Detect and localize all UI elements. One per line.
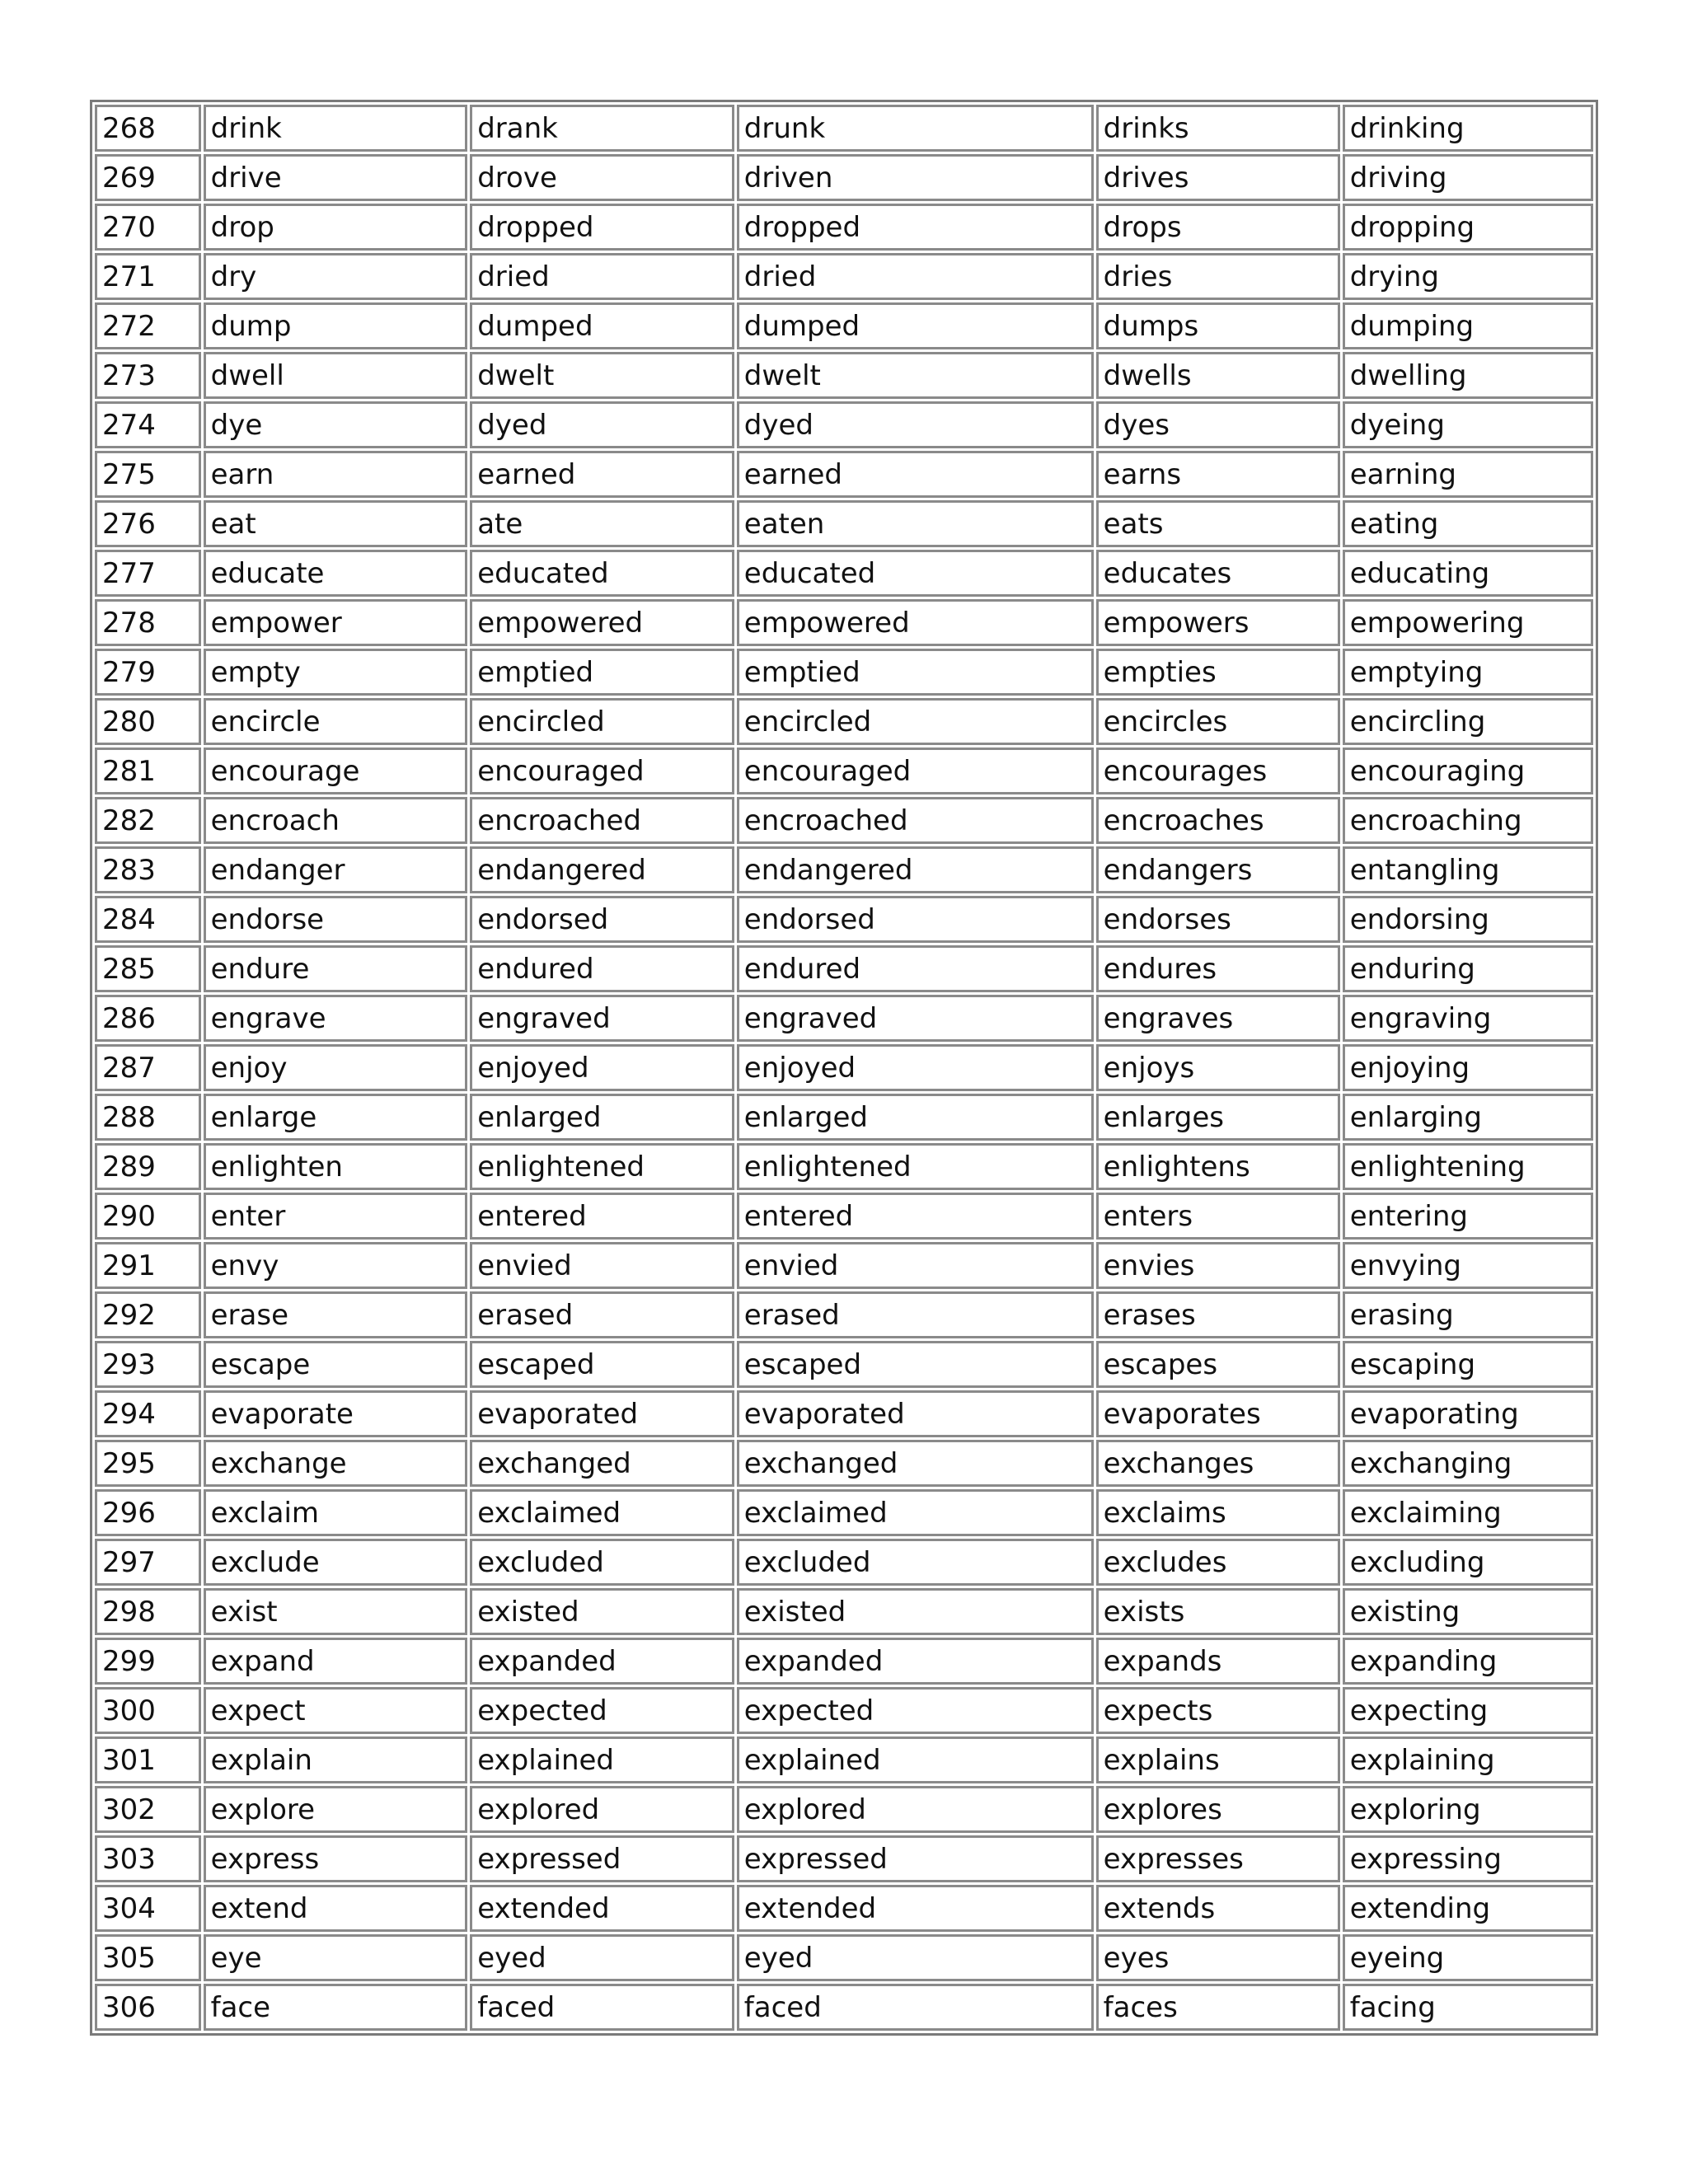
cell-past-tense: exclaimed bbox=[470, 1489, 734, 1536]
cell-base-form: empty bbox=[204, 649, 468, 696]
cell-past-tense: enlightened bbox=[470, 1143, 734, 1190]
cell-past-participle: expanded bbox=[737, 1638, 1094, 1685]
cell-present-participle: erasing bbox=[1343, 1291, 1593, 1338]
cell-row-number: 272 bbox=[95, 302, 201, 349]
cell-present-participle: drying bbox=[1343, 253, 1593, 300]
cell-base-form: dry bbox=[204, 253, 468, 300]
cell-row-number: 287 bbox=[95, 1044, 201, 1091]
cell-third-person: endures bbox=[1096, 945, 1340, 992]
cell-past-tense: endorsed bbox=[470, 896, 734, 943]
cell-past-participle: encroached bbox=[737, 797, 1094, 844]
cell-present-participle: envying bbox=[1343, 1242, 1593, 1289]
cell-present-participle: encouraging bbox=[1343, 748, 1593, 794]
cell-past-participle: engraved bbox=[737, 995, 1094, 1042]
cell-base-form: dump bbox=[204, 302, 468, 349]
cell-third-person: drives bbox=[1096, 154, 1340, 201]
cell-past-tense: expected bbox=[470, 1687, 734, 1734]
cell-third-person: envies bbox=[1096, 1242, 1340, 1289]
cell-base-form: express bbox=[204, 1835, 468, 1882]
table-row bbox=[95, 945, 1593, 992]
cell-third-person: exchanges bbox=[1096, 1440, 1340, 1487]
cell-base-form: engrave bbox=[204, 995, 468, 1042]
table-row bbox=[95, 1143, 1593, 1190]
table-row bbox=[95, 1242, 1593, 1289]
cell-row-number: 269 bbox=[95, 154, 201, 201]
cell-third-person: extends bbox=[1096, 1885, 1340, 1932]
cell-past-participle: enlightened bbox=[737, 1143, 1094, 1190]
cell-base-form: explore bbox=[204, 1786, 468, 1833]
cell-present-participle: existing bbox=[1343, 1588, 1593, 1635]
cell-past-tense: endured bbox=[470, 945, 734, 992]
cell-third-person: exclaims bbox=[1096, 1489, 1340, 1536]
cell-present-participle: drinking bbox=[1343, 105, 1593, 152]
verb-forms-table bbox=[90, 100, 1598, 2036]
cell-base-form: expect bbox=[204, 1687, 468, 1734]
cell-third-person: enlarges bbox=[1096, 1094, 1340, 1141]
cell-third-person: endangers bbox=[1096, 846, 1340, 893]
cell-base-form: face bbox=[204, 1984, 468, 2031]
table-row bbox=[95, 1934, 1593, 1981]
cell-third-person: eats bbox=[1096, 500, 1340, 547]
cell-past-participle: exchanged bbox=[737, 1440, 1094, 1487]
cell-third-person: enters bbox=[1096, 1193, 1340, 1240]
table-row bbox=[95, 1489, 1593, 1536]
cell-base-form: dwell bbox=[204, 352, 468, 399]
table-row bbox=[95, 1588, 1593, 1635]
cell-base-form: escape bbox=[204, 1341, 468, 1388]
cell-base-form: endorse bbox=[204, 896, 468, 943]
cell-past-participle: existed bbox=[737, 1588, 1094, 1635]
cell-third-person: encourages bbox=[1096, 748, 1340, 794]
table-row bbox=[95, 1440, 1593, 1487]
cell-past-participle: explored bbox=[737, 1786, 1094, 1833]
cell-present-participle: emptying bbox=[1343, 649, 1593, 696]
table-row bbox=[95, 253, 1593, 300]
cell-third-person: empties bbox=[1096, 649, 1340, 696]
cell-past-tense: educated bbox=[470, 550, 734, 597]
cell-past-participle: escaped bbox=[737, 1341, 1094, 1388]
cell-past-tense: enjoyed bbox=[470, 1044, 734, 1091]
cell-base-form: enter bbox=[204, 1193, 468, 1240]
cell-row-number: 292 bbox=[95, 1291, 201, 1338]
cell-third-person: encircles bbox=[1096, 698, 1340, 745]
cell-row-number: 270 bbox=[95, 204, 201, 251]
cell-past-tense: evaporated bbox=[470, 1390, 734, 1437]
cell-past-tense: dwelt bbox=[470, 352, 734, 399]
table-row bbox=[95, 896, 1593, 943]
cell-past-tense: encroached bbox=[470, 797, 734, 844]
cell-row-number: 284 bbox=[95, 896, 201, 943]
cell-third-person: dries bbox=[1096, 253, 1340, 300]
cell-past-participle: dyed bbox=[737, 401, 1094, 448]
cell-past-participle: dwelt bbox=[737, 352, 1094, 399]
cell-past-tense: dried bbox=[470, 253, 734, 300]
cell-present-participle: enlarging bbox=[1343, 1094, 1593, 1141]
table-row bbox=[95, 846, 1593, 893]
cell-past-tense: envied bbox=[470, 1242, 734, 1289]
cell-base-form: empower bbox=[204, 599, 468, 646]
verb-table-body bbox=[95, 105, 1593, 2031]
cell-past-tense: engraved bbox=[470, 995, 734, 1042]
table-row bbox=[95, 1786, 1593, 1833]
table-row bbox=[95, 995, 1593, 1042]
cell-present-participle: eyeing bbox=[1343, 1934, 1593, 1981]
cell-present-participle: expecting bbox=[1343, 1687, 1593, 1734]
cell-row-number: 281 bbox=[95, 748, 201, 794]
cell-row-number: 286 bbox=[95, 995, 201, 1042]
cell-row-number: 285 bbox=[95, 945, 201, 992]
cell-past-tense: explained bbox=[470, 1736, 734, 1783]
cell-third-person: explains bbox=[1096, 1736, 1340, 1783]
table-row bbox=[95, 451, 1593, 498]
table-row bbox=[95, 1341, 1593, 1388]
cell-present-participle: evaporating bbox=[1343, 1390, 1593, 1437]
cell-row-number: 283 bbox=[95, 846, 201, 893]
cell-row-number: 304 bbox=[95, 1885, 201, 1932]
cell-third-person: explores bbox=[1096, 1786, 1340, 1833]
cell-present-participle: driving bbox=[1343, 154, 1593, 201]
cell-row-number: 306 bbox=[95, 1984, 201, 2031]
cell-present-participle: enjoying bbox=[1343, 1044, 1593, 1091]
cell-present-participle: eating bbox=[1343, 500, 1593, 547]
cell-present-participle: expressing bbox=[1343, 1835, 1593, 1882]
cell-third-person: exists bbox=[1096, 1588, 1340, 1635]
cell-past-tense: dropped bbox=[470, 204, 734, 251]
cell-past-participle: expressed bbox=[737, 1835, 1094, 1882]
cell-row-number: 279 bbox=[95, 649, 201, 696]
cell-past-participle: endangered bbox=[737, 846, 1094, 893]
table-row bbox=[95, 1539, 1593, 1586]
cell-base-form: endure bbox=[204, 945, 468, 992]
cell-base-form: drive bbox=[204, 154, 468, 201]
cell-present-participle: enduring bbox=[1343, 945, 1593, 992]
cell-third-person: eyes bbox=[1096, 1934, 1340, 1981]
cell-base-form: eat bbox=[204, 500, 468, 547]
cell-third-person: endorses bbox=[1096, 896, 1340, 943]
cell-row-number: 268 bbox=[95, 105, 201, 152]
cell-past-participle: enlarged bbox=[737, 1094, 1094, 1141]
cell-present-participle: exploring bbox=[1343, 1786, 1593, 1833]
table-row bbox=[95, 1736, 1593, 1783]
cell-row-number: 295 bbox=[95, 1440, 201, 1487]
cell-past-tense: entered bbox=[470, 1193, 734, 1240]
cell-past-participle: earned bbox=[737, 451, 1094, 498]
cell-past-participle: excluded bbox=[737, 1539, 1094, 1586]
cell-base-form: exclude bbox=[204, 1539, 468, 1586]
cell-third-person: educates bbox=[1096, 550, 1340, 597]
cell-third-person: escapes bbox=[1096, 1341, 1340, 1388]
cell-past-tense: emptied bbox=[470, 649, 734, 696]
cell-present-participle: dwelling bbox=[1343, 352, 1593, 399]
cell-past-participle: enjoyed bbox=[737, 1044, 1094, 1091]
cell-base-form: enlarge bbox=[204, 1094, 468, 1141]
cell-present-participle: entering bbox=[1343, 1193, 1593, 1240]
cell-past-participle: endured bbox=[737, 945, 1094, 992]
cell-present-participle: expanding bbox=[1343, 1638, 1593, 1685]
cell-present-participle: encircling bbox=[1343, 698, 1593, 745]
cell-past-tense: dumped bbox=[470, 302, 734, 349]
cell-base-form: extend bbox=[204, 1885, 468, 1932]
cell-third-person: dwells bbox=[1096, 352, 1340, 399]
cell-past-participle: dumped bbox=[737, 302, 1094, 349]
cell-past-tense: drove bbox=[470, 154, 734, 201]
cell-past-tense: enlarged bbox=[470, 1094, 734, 1141]
table-row bbox=[95, 105, 1593, 152]
table-row bbox=[95, 154, 1593, 201]
cell-past-participle: dropped bbox=[737, 204, 1094, 251]
cell-past-tense: dyed bbox=[470, 401, 734, 448]
cell-past-tense: faced bbox=[470, 1984, 734, 2031]
cell-past-tense: explored bbox=[470, 1786, 734, 1833]
table-row bbox=[95, 797, 1593, 844]
cell-base-form: endanger bbox=[204, 846, 468, 893]
cell-base-form: drop bbox=[204, 204, 468, 251]
cell-third-person: excludes bbox=[1096, 1539, 1340, 1586]
cell-present-participle: dropping bbox=[1343, 204, 1593, 251]
cell-row-number: 282 bbox=[95, 797, 201, 844]
cell-row-number: 298 bbox=[95, 1588, 201, 1635]
cell-present-participle: facing bbox=[1343, 1984, 1593, 2031]
cell-past-tense: extended bbox=[470, 1885, 734, 1932]
cell-row-number: 299 bbox=[95, 1638, 201, 1685]
table-row bbox=[95, 1390, 1593, 1437]
cell-base-form: eye bbox=[204, 1934, 468, 1981]
cell-past-participle: extended bbox=[737, 1885, 1094, 1932]
cell-present-participle: empowering bbox=[1343, 599, 1593, 646]
cell-base-form: enlighten bbox=[204, 1143, 468, 1190]
cell-row-number: 275 bbox=[95, 451, 201, 498]
cell-row-number: 297 bbox=[95, 1539, 201, 1586]
table-row bbox=[95, 302, 1593, 349]
cell-present-participle: enlightening bbox=[1343, 1143, 1593, 1190]
cell-present-participle: endorsing bbox=[1343, 896, 1593, 943]
cell-third-person: expands bbox=[1096, 1638, 1340, 1685]
cell-past-tense: excluded bbox=[470, 1539, 734, 1586]
cell-row-number: 290 bbox=[95, 1193, 201, 1240]
cell-row-number: 277 bbox=[95, 550, 201, 597]
cell-row-number: 273 bbox=[95, 352, 201, 399]
cell-row-number: 300 bbox=[95, 1687, 201, 1734]
cell-past-participle: dried bbox=[737, 253, 1094, 300]
cell-row-number: 288 bbox=[95, 1094, 201, 1141]
cell-past-tense: escaped bbox=[470, 1341, 734, 1388]
table-row bbox=[95, 1193, 1593, 1240]
cell-present-participle: entangling bbox=[1343, 846, 1593, 893]
cell-base-form: evaporate bbox=[204, 1390, 468, 1437]
cell-third-person: earns bbox=[1096, 451, 1340, 498]
cell-third-person: encroaches bbox=[1096, 797, 1340, 844]
cell-third-person: evaporates bbox=[1096, 1390, 1340, 1437]
cell-past-participle: explained bbox=[737, 1736, 1094, 1783]
cell-row-number: 291 bbox=[95, 1242, 201, 1289]
cell-past-tense: erased bbox=[470, 1291, 734, 1338]
cell-past-participle: entered bbox=[737, 1193, 1094, 1240]
cell-row-number: 301 bbox=[95, 1736, 201, 1783]
cell-base-form: enjoy bbox=[204, 1044, 468, 1091]
cell-third-person: expects bbox=[1096, 1687, 1340, 1734]
cell-third-person: drinks bbox=[1096, 105, 1340, 152]
cell-base-form: exist bbox=[204, 1588, 468, 1635]
table-row bbox=[95, 1291, 1593, 1338]
cell-row-number: 276 bbox=[95, 500, 201, 547]
table-row bbox=[95, 500, 1593, 547]
cell-present-participle: exclaiming bbox=[1343, 1489, 1593, 1536]
cell-third-person: enjoys bbox=[1096, 1044, 1340, 1091]
cell-base-form: educate bbox=[204, 550, 468, 597]
cell-row-number: 305 bbox=[95, 1934, 201, 1981]
cell-past-tense: exchanged bbox=[470, 1440, 734, 1487]
cell-present-participle: excluding bbox=[1343, 1539, 1593, 1586]
cell-row-number: 302 bbox=[95, 1786, 201, 1833]
cell-third-person: empowers bbox=[1096, 599, 1340, 646]
table-row bbox=[95, 1984, 1593, 2031]
cell-third-person: drops bbox=[1096, 204, 1340, 251]
cell-row-number: 294 bbox=[95, 1390, 201, 1437]
table-row bbox=[95, 1094, 1593, 1141]
cell-present-participle: exchanging bbox=[1343, 1440, 1593, 1487]
cell-base-form: explain bbox=[204, 1736, 468, 1783]
cell-present-participle: explaining bbox=[1343, 1736, 1593, 1783]
cell-past-tense: existed bbox=[470, 1588, 734, 1635]
cell-past-participle: faced bbox=[737, 1984, 1094, 2031]
cell-base-form: encourage bbox=[204, 748, 468, 794]
cell-row-number: 271 bbox=[95, 253, 201, 300]
cell-base-form: exclaim bbox=[204, 1489, 468, 1536]
table-row bbox=[95, 599, 1593, 646]
cell-past-participle: empowered bbox=[737, 599, 1094, 646]
table-row bbox=[95, 1638, 1593, 1685]
cell-base-form: encroach bbox=[204, 797, 468, 844]
cell-third-person: expresses bbox=[1096, 1835, 1340, 1882]
cell-present-participle: dyeing bbox=[1343, 401, 1593, 448]
cell-base-form: exchange bbox=[204, 1440, 468, 1487]
cell-past-tense: ate bbox=[470, 500, 734, 547]
cell-past-participle: erased bbox=[737, 1291, 1094, 1338]
cell-base-form: dye bbox=[204, 401, 468, 448]
cell-past-participle: evaporated bbox=[737, 1390, 1094, 1437]
cell-past-participle: eyed bbox=[737, 1934, 1094, 1981]
cell-present-participle: extending bbox=[1343, 1885, 1593, 1932]
cell-base-form: erase bbox=[204, 1291, 468, 1338]
table-row bbox=[95, 550, 1593, 597]
table-row bbox=[95, 649, 1593, 696]
cell-third-person: dumps bbox=[1096, 302, 1340, 349]
cell-past-participle: encircled bbox=[737, 698, 1094, 745]
cell-past-tense: endangered bbox=[470, 846, 734, 893]
table-row bbox=[95, 204, 1593, 251]
cell-past-tense: expressed bbox=[470, 1835, 734, 1882]
cell-past-tense: encouraged bbox=[470, 748, 734, 794]
cell-past-participle: emptied bbox=[737, 649, 1094, 696]
cell-past-participle: exclaimed bbox=[737, 1489, 1094, 1536]
cell-third-person: erases bbox=[1096, 1291, 1340, 1338]
cell-past-participle: encouraged bbox=[737, 748, 1094, 794]
cell-base-form: encircle bbox=[204, 698, 468, 745]
cell-present-participle: encroaching bbox=[1343, 797, 1593, 844]
cell-base-form: drink bbox=[204, 105, 468, 152]
cell-past-participle: eaten bbox=[737, 500, 1094, 547]
table-row bbox=[95, 748, 1593, 794]
cell-third-person: engraves bbox=[1096, 995, 1340, 1042]
table-row bbox=[95, 1687, 1593, 1734]
cell-past-participle: envied bbox=[737, 1242, 1094, 1289]
cell-row-number: 274 bbox=[95, 401, 201, 448]
table-row bbox=[95, 1885, 1593, 1932]
cell-third-person: faces bbox=[1096, 1984, 1340, 2031]
cell-row-number: 280 bbox=[95, 698, 201, 745]
cell-past-tense: drank bbox=[470, 105, 734, 152]
cell-row-number: 293 bbox=[95, 1341, 201, 1388]
cell-past-participle: drunk bbox=[737, 105, 1094, 152]
cell-row-number: 278 bbox=[95, 599, 201, 646]
table-row bbox=[95, 352, 1593, 399]
cell-past-participle: endorsed bbox=[737, 896, 1094, 943]
cell-third-person: enlightens bbox=[1096, 1143, 1340, 1190]
cell-past-participle: educated bbox=[737, 550, 1094, 597]
table-row bbox=[95, 1044, 1593, 1091]
cell-third-person: dyes bbox=[1096, 401, 1340, 448]
cell-past-participle: expected bbox=[737, 1687, 1094, 1734]
cell-present-participle: escaping bbox=[1343, 1341, 1593, 1388]
cell-row-number: 296 bbox=[95, 1489, 201, 1536]
cell-present-participle: earning bbox=[1343, 451, 1593, 498]
cell-base-form: envy bbox=[204, 1242, 468, 1289]
cell-present-participle: dumping bbox=[1343, 302, 1593, 349]
cell-past-participle: driven bbox=[737, 154, 1094, 201]
table-row bbox=[95, 1835, 1593, 1882]
cell-past-tense: earned bbox=[470, 451, 734, 498]
cell-past-tense: expanded bbox=[470, 1638, 734, 1685]
cell-past-tense: encircled bbox=[470, 698, 734, 745]
table-row bbox=[95, 698, 1593, 745]
cell-past-tense: empowered bbox=[470, 599, 734, 646]
cell-base-form: earn bbox=[204, 451, 468, 498]
cell-base-form: expand bbox=[204, 1638, 468, 1685]
cell-row-number: 303 bbox=[95, 1835, 201, 1882]
table-row bbox=[95, 401, 1593, 448]
cell-row-number: 289 bbox=[95, 1143, 201, 1190]
cell-past-tense: eyed bbox=[470, 1934, 734, 1981]
cell-present-participle: engraving bbox=[1343, 995, 1593, 1042]
cell-present-participle: educating bbox=[1343, 550, 1593, 597]
